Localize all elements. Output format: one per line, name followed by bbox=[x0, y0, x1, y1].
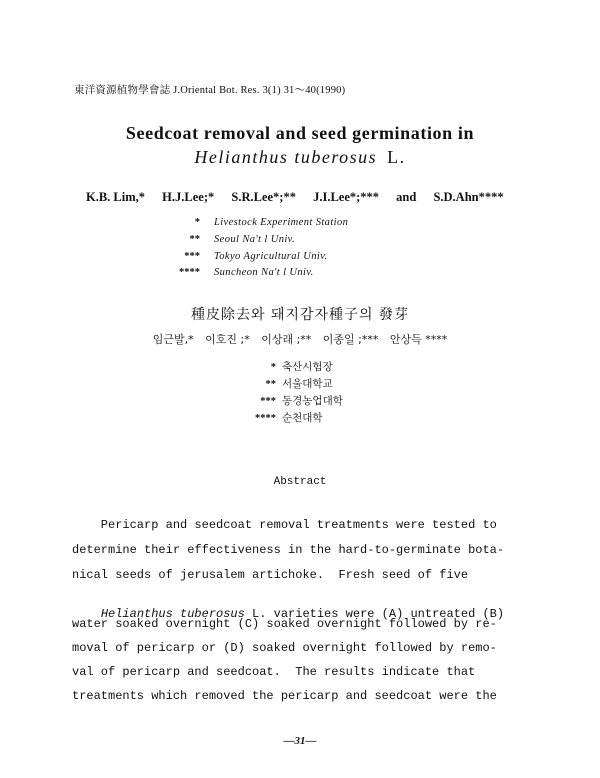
species-name: Helianthus tuberosus bbox=[194, 147, 378, 167]
korean-affiliation-text: 서울대학교 bbox=[282, 378, 333, 390]
paper-title-line2 bbox=[0, 147, 600, 168]
author-4: J.I.Lee*;*** bbox=[313, 190, 380, 204]
abstract-line-6: moval of pericarp or (D) soaked overnight followed by remo- bbox=[72, 641, 497, 655]
korean-affiliation-mark: * bbox=[270, 362, 276, 373]
korean-author-1: 임근발,* bbox=[152, 333, 194, 346]
abstract-line-8: treatments which removed the pericarp and seedcoat were the bbox=[72, 689, 497, 703]
affiliation-text: Seoul Na't l Univ. bbox=[214, 234, 295, 245]
korean-affiliation-text: 축산시험장 bbox=[282, 361, 333, 373]
paper-title-line1: Seedcoat removal and seed germination in bbox=[125, 123, 475, 143]
affiliation-text: Livestock Experiment Station bbox=[214, 217, 349, 228]
journal-header: 東洋資源植物學會誌 J.Oriental Bot. Res. 3(1) 31～40(1990) bbox=[74, 85, 346, 96]
korean-affiliation-4 bbox=[242, 410, 323, 425]
korean-affiliation-mark: *** bbox=[260, 396, 276, 407]
abstract-line-2: determine their effectiveness in the hard-to-germinate bota- bbox=[72, 543, 505, 557]
affiliation-1 bbox=[168, 217, 348, 228]
species-suffix: L. bbox=[387, 147, 406, 167]
abstract-heading: Abstract bbox=[273, 476, 327, 488]
affiliation-3 bbox=[168, 251, 328, 262]
affiliation-mark: ** bbox=[189, 234, 200, 245]
affiliation-text: Suncheon Na't l Univ. bbox=[214, 267, 314, 278]
affiliation-mark: * bbox=[194, 217, 200, 228]
author-5: S.D.Ahn**** bbox=[433, 190, 504, 204]
korean-author-4: 이종일 ;*** bbox=[322, 333, 379, 346]
korean-author-3: 이상래 ;** bbox=[261, 333, 312, 346]
korean-affiliation-1 bbox=[242, 359, 333, 374]
page-number: —31— bbox=[283, 735, 317, 747]
affiliation-text: Tokyo Agricultural Univ. bbox=[214, 251, 328, 262]
korean-author-list bbox=[0, 331, 600, 347]
korean-author-5: 안상득 **** bbox=[389, 333, 448, 346]
abstract-line-3: nical seeds of jerusalem artichoke. Fresh seed of five bbox=[72, 568, 469, 582]
author-1: K.B. Lim,* bbox=[86, 190, 146, 204]
korean-affiliation-text: 순천대학 bbox=[282, 412, 323, 424]
korean-title: 種皮除去와 돼지감자種子의 發芽 bbox=[190, 307, 410, 323]
abstract-line-4-rest: L. varieties were (A) untreated (B) bbox=[244, 607, 505, 621]
korean-affiliation-3 bbox=[242, 393, 343, 408]
abstract-line-7: val of pericarp and seedcoat. The results indicate that bbox=[72, 665, 476, 679]
abstract-species-name: Helianthus tuberosus bbox=[100, 607, 245, 621]
affiliation-mark: **** bbox=[179, 267, 200, 278]
korean-affiliation-mark: **** bbox=[255, 413, 276, 424]
author-list bbox=[86, 190, 518, 205]
abstract-line-5: water soaked overnight (C) soaked overnight followed by re- bbox=[72, 617, 497, 631]
korean-affiliation-mark: ** bbox=[265, 379, 276, 390]
author-conjunction: and bbox=[396, 190, 417, 204]
abstract-line-1: Pericarp and seedcoat removal treatments were tested to bbox=[72, 518, 497, 532]
korean-affiliation-2 bbox=[242, 376, 333, 391]
affiliation-4 bbox=[168, 267, 314, 278]
author-2: H.J.Lee;* bbox=[162, 190, 215, 204]
author-3: S.R.Lee*;** bbox=[231, 190, 296, 204]
korean-author-2: 이호진 ;* bbox=[205, 333, 250, 346]
affiliation-mark: *** bbox=[184, 251, 200, 262]
affiliation-2 bbox=[168, 234, 295, 245]
korean-affiliation-text: 동경농업대학 bbox=[282, 395, 343, 407]
